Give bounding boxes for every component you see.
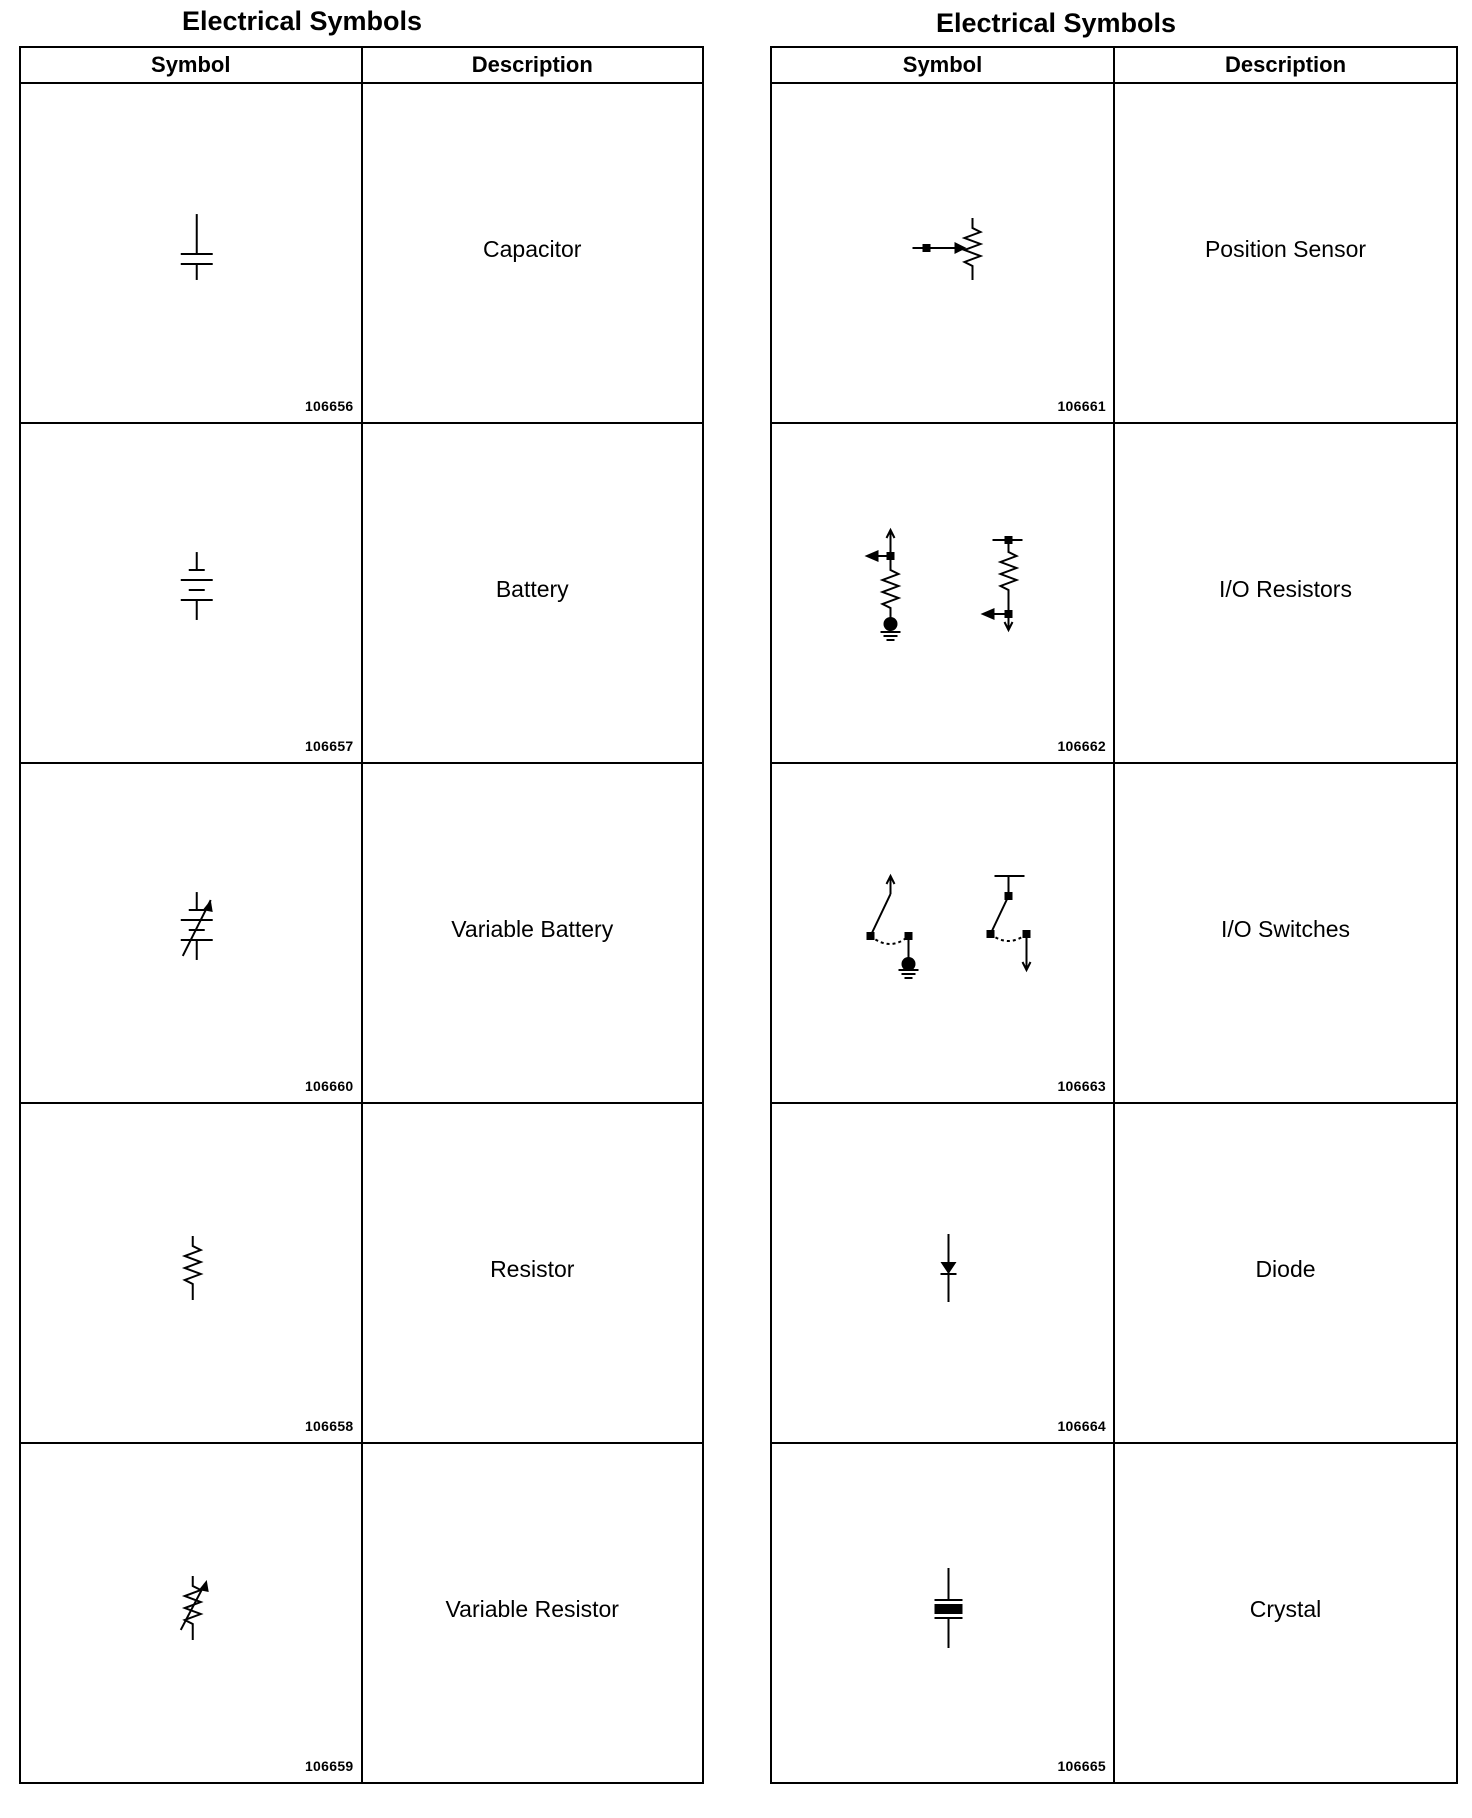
description-text: Position Sensor	[1204, 235, 1367, 262]
figure-number: 106663	[1057, 1078, 1106, 1094]
symbol-cell	[771, 1443, 1114, 1783]
description-cell	[1114, 423, 1457, 763]
symbol-cell	[771, 83, 1114, 423]
symbol-cell	[20, 763, 362, 1103]
figure-number: 106665	[1057, 1758, 1106, 1774]
table-row	[20, 1103, 703, 1443]
description-cell	[1114, 83, 1457, 423]
table-row	[771, 1443, 1457, 1783]
resistor-icon	[21, 1104, 361, 1442]
battery-icon	[21, 424, 361, 762]
symbol-cell	[20, 1443, 362, 1783]
description-cell	[1114, 1443, 1457, 1783]
table-row	[20, 1443, 703, 1783]
table-row	[771, 1103, 1457, 1443]
variable-resistor-icon	[21, 1444, 361, 1782]
crystal-icon	[772, 1444, 1113, 1782]
symbol-cell	[20, 1103, 362, 1443]
figure-number: 106661	[1057, 398, 1106, 414]
description-text: Variable Battery	[451, 915, 614, 942]
description-text: I/O Switches	[1220, 915, 1351, 942]
right-symbols-table	[770, 46, 1458, 1784]
description-text: Resistor	[490, 1255, 575, 1282]
figure-number: 106658	[304, 1418, 354, 1434]
variable-battery-icon	[21, 764, 361, 1102]
description-text: Diode	[1255, 1255, 1316, 1282]
description-text: I/O Resistors	[1219, 575, 1352, 602]
diode-icon	[772, 1104, 1113, 1442]
description-column-header: Description	[362, 47, 704, 83]
symbol-column-header: Symbol	[771, 47, 1114, 83]
capacitor-icon	[21, 84, 361, 422]
table-row	[20, 83, 703, 423]
description-cell	[1114, 1103, 1457, 1443]
symbol-column-header: Symbol	[20, 47, 362, 83]
figure-number: 106656	[304, 398, 354, 414]
table-header-row	[20, 47, 703, 83]
figure-number: 106664	[1057, 1418, 1106, 1434]
symbol-cell	[20, 83, 362, 423]
description-cell	[362, 763, 704, 1103]
io-resistors-icon	[772, 424, 1113, 762]
description-text: Crystal	[1249, 1595, 1322, 1622]
left-symbols-table	[19, 46, 704, 1784]
figure-number: 106657	[304, 738, 354, 754]
table-row	[20, 763, 703, 1103]
table-row	[771, 83, 1457, 423]
figure-number: 106662	[1057, 738, 1106, 754]
table-row	[771, 763, 1457, 1103]
symbol-cell	[771, 423, 1114, 763]
figure-number: 106660	[304, 1078, 354, 1094]
table-row	[20, 423, 703, 763]
description-text: Variable Resistor	[445, 1595, 619, 1622]
description-cell	[362, 83, 704, 423]
io-switches-icon	[772, 764, 1113, 1102]
description-cell	[362, 1103, 704, 1443]
description-column-header: Description	[1114, 47, 1457, 83]
table-header-row	[771, 47, 1457, 83]
symbol-cell	[20, 423, 362, 763]
symbol-cell	[771, 1103, 1114, 1443]
description-text: Battery	[495, 575, 569, 602]
table-row	[771, 423, 1457, 763]
description-cell	[362, 423, 704, 763]
left-panel-title: Electrical Symbols	[181, 6, 423, 36]
right-panel-title: Electrical Symbols	[935, 8, 1177, 38]
symbol-cell	[771, 763, 1114, 1103]
description-cell	[1114, 763, 1457, 1103]
position-sensor-icon	[772, 84, 1113, 422]
figure-number: 106659	[304, 1758, 354, 1774]
description-text: Capacitor	[483, 235, 582, 262]
description-cell	[362, 1443, 704, 1783]
